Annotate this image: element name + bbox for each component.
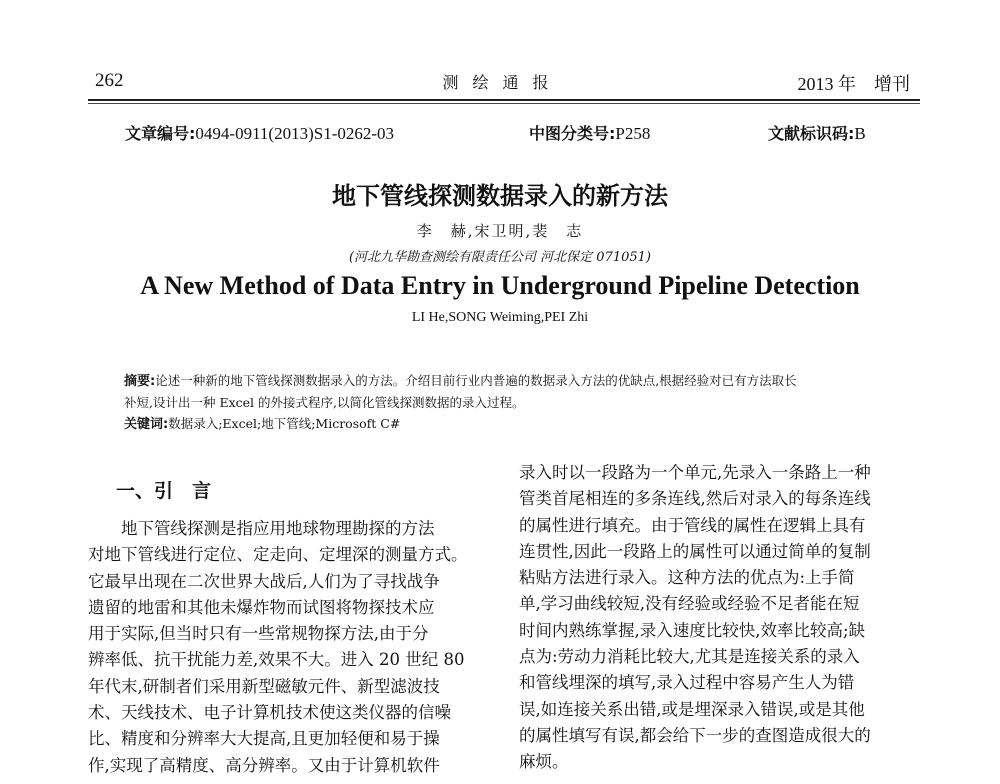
body-column-right xyxy=(519,460,914,776)
text-line: 用于实际,但当时只有一些常规物探方法,由于分 xyxy=(88,624,429,644)
text-line: 的属性填写有误,都会给下一步的查图造成很大的 xyxy=(519,725,871,745)
document-code-value: B xyxy=(854,124,866,143)
text-line: 它最早出现在二次世界大战后,人们为了寻找战争 xyxy=(88,571,440,591)
abstract-label: 摘要: xyxy=(124,374,156,389)
abstract-line-1 xyxy=(124,370,884,392)
clc-label: 中图分类号: xyxy=(529,124,616,143)
keywords-label: 关键词: xyxy=(124,417,169,432)
body-paragraph-left xyxy=(88,516,483,779)
header-rule-thin xyxy=(88,103,920,104)
text-line: 对地下管线进行定位、定走向、定埋深的测量方式。 xyxy=(88,545,468,565)
journal-name: 测绘通报 xyxy=(442,73,563,92)
keywords-line xyxy=(124,413,884,435)
body-column-left xyxy=(88,458,483,779)
keywords-text: 数据录入;Excel;地下管线;Microsoft C# xyxy=(168,416,401,431)
text-line: 作,实现了高精度、高分辨率。又由于计算机软件 xyxy=(88,755,440,775)
text-line: 麻烦。 xyxy=(519,752,569,772)
body-paragraph-right xyxy=(519,460,914,776)
document-code-label: 文献标识码: xyxy=(768,124,855,143)
text-line: 管类首尾相连的多条连线,然后对录入的每条连线 xyxy=(519,489,871,509)
clc-value: P258 xyxy=(615,124,651,143)
running-header xyxy=(95,70,910,94)
authors-english: LI He,SONG Weiming,PEI Zhi xyxy=(411,310,589,325)
text-line: 地下管线探测是指应用地球物理勘探的方法 xyxy=(121,519,435,538)
text-line: 年代末,研制者们采用新型磁敏元件、新型滤波技 xyxy=(88,676,440,696)
text-line: 点为:劳动力消耗比较大,尤其是连接关系的录入 xyxy=(519,647,860,667)
text-line: 辨率低、抗干扰能力差,效果不大。进入 20 世纪 80 xyxy=(88,650,465,670)
article-number-value: 0494-0911(2013)S1-0262-03 xyxy=(195,124,395,143)
clc-number xyxy=(529,121,650,144)
header-rule-thick xyxy=(88,99,920,101)
abstract-text-1: 论述一种新的地下管线探测数据录入的方法。介绍目前行业内普遍的数据录入方法的优缺点,根据经验对已有方法取长 xyxy=(155,373,797,388)
text-line: 比、精度和分辨率大大提高,且更加轻便和易于操 xyxy=(88,729,440,749)
text-line: 遗留的地雷和其他未爆炸物而试图将物探技术应 xyxy=(88,597,435,617)
document-code xyxy=(768,121,866,144)
issue-label: 2013 年 增刊 xyxy=(797,74,910,94)
text-line: 单,学习曲线较短,没有经验或经验不足者能在短 xyxy=(519,594,860,614)
section-heading-introduction: 一、引 言 xyxy=(116,480,212,502)
text-line: 录入时以一段路为一个单元,先录入一条路上一种 xyxy=(519,463,871,482)
text-line: 和管线埋深的填写,录入过程中容易产生人为错 xyxy=(519,673,855,693)
authors-chinese: 李 赫,宋卫明,裴 志 xyxy=(416,222,584,240)
article-number-label: 文章编号: xyxy=(125,124,196,143)
text-line: 连贯性,因此一段路上的属性可以通过简单的复制 xyxy=(519,541,871,561)
text-line: 时间内熟练掌握,录入速度比较快,效率比较高;缺 xyxy=(519,620,866,640)
text-line: 术、天线技术、电子计算机技术使这类仪器的信噪 xyxy=(88,703,451,723)
abstract-block xyxy=(124,370,884,435)
text-line: 误,如连接关系出错,或是埋深录入错误,或是其他 xyxy=(519,699,865,719)
title-chinese: 地下管线探测数据录入的新方法 xyxy=(332,182,668,210)
title-english: A New Method of Data Entry in Underground Pipeline Detection xyxy=(140,271,860,300)
page-number: 262 xyxy=(95,70,124,91)
article-number xyxy=(125,121,394,144)
abstract-line-2: 补短,设计出一种 Excel 的外接式程序,以简化管线探测数据的录入过程。 xyxy=(124,395,525,410)
text-line: 的属性进行填充。由于管线的属性在逻辑上具有 xyxy=(519,515,866,535)
article-metadata xyxy=(125,121,885,143)
affiliation-chinese: (河北九华勘查测绘有限责任公司 河北保定 071051) xyxy=(348,250,652,265)
text-line: 粘贴方法进行录入。这种方法的优点为:上手简 xyxy=(519,568,855,588)
